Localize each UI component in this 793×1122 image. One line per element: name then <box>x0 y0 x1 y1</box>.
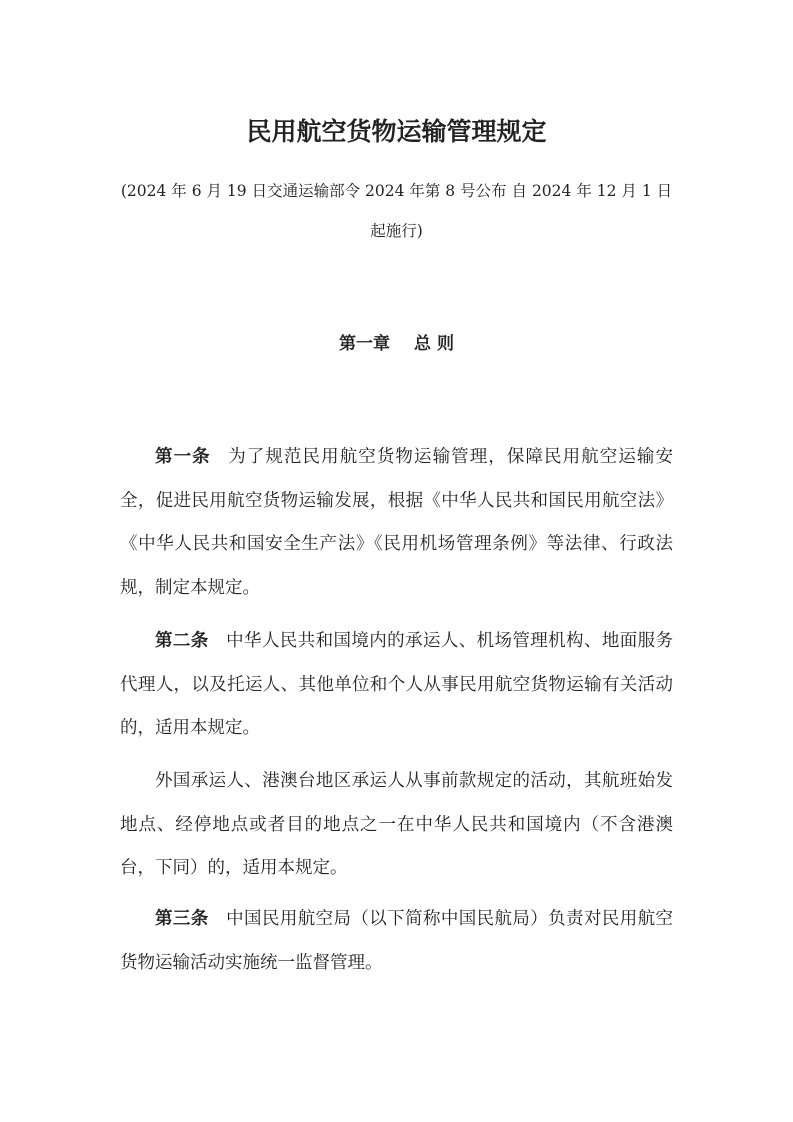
chapter-number: 第一章 <box>339 334 391 354</box>
article-text: 中国民用航空局（以下简称中国民航局）负责对民用航空货物运输活动实施统一监督管理。 <box>120 909 674 973</box>
article-label: 第一条 <box>155 447 211 467</box>
article-text: 外国承运人、港澳台地区承运人从事前款规定的活动，其航班始发地点、经停地点或者目的地点之一在中华人民共和国境内（不含港澳台，下同）的，适用本规定。 <box>120 771 673 878</box>
chapter-name: 总 则 <box>414 334 454 354</box>
article-text: 中华人民共和国境内的承运人、机场管理机构、地面服务代理人，以及托运人、其他单位和个人从事民用航空货物运输有关活动的，适用本规定。 <box>120 631 674 738</box>
article-paragraph <box>120 898 673 985</box>
article-paragraph <box>120 436 673 610</box>
document-title: 民用航空货物运输管理规定 <box>246 117 547 146</box>
article-label: 第三条 <box>155 909 209 929</box>
article-paragraph <box>120 620 673 751</box>
article-text: 为了规范民用航空货物运输管理，保障民用航空运输安全，促进民用航空货物运输发展，根据《中华人民共和国民用航空法》《中华人民共和国安全生产法》《民用机场管理条例》等法律、行政法规，制定本规定。 <box>120 447 674 598</box>
article-label: 第二条 <box>155 631 209 651</box>
article-paragraph <box>120 760 673 891</box>
document-subtitle: (2024 年 6 月 19 日交通运输部令 2024 年第 8 号公布 自 2024 年 12 月 1 日起施行) <box>120 182 673 240</box>
chapter-heading <box>0 326 793 362</box>
